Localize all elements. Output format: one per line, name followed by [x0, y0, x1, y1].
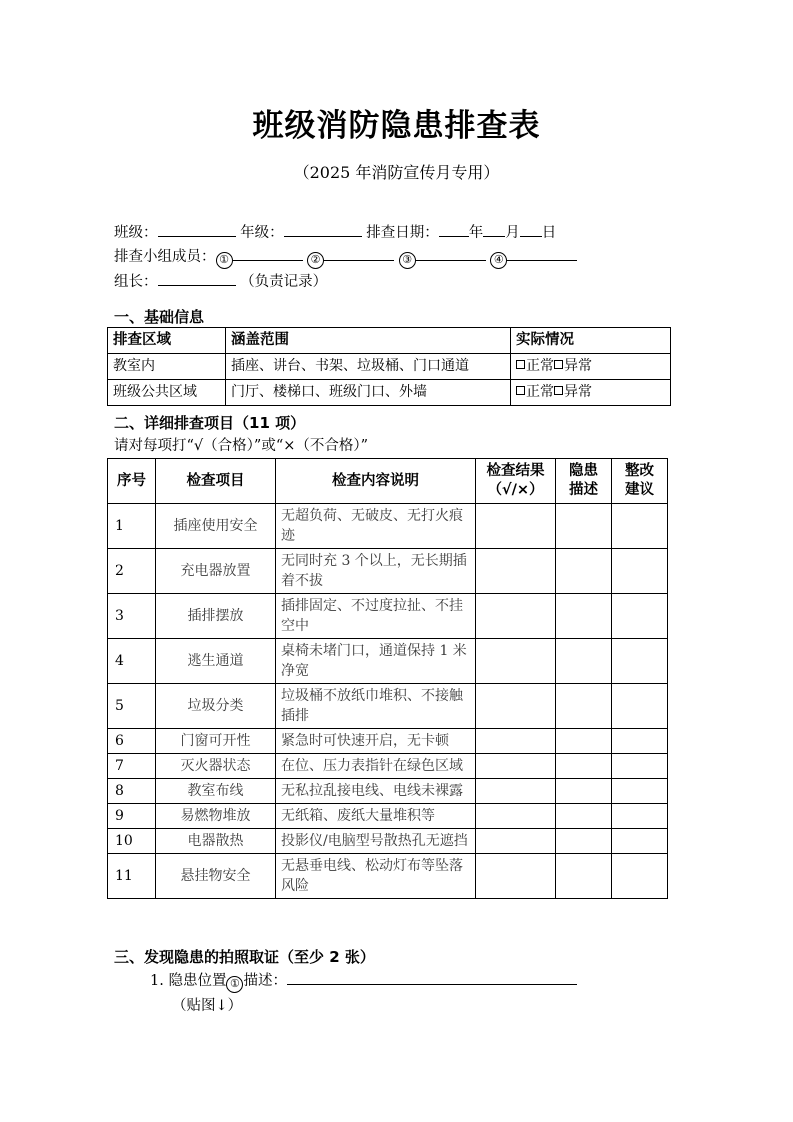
section3-heading: 三、发现隐患的拍照取证（至少 2 张）: [114, 948, 375, 966]
table-row: [108, 594, 668, 639]
grade-field[interactable]: [284, 236, 362, 237]
label-abnormal: 异常: [564, 358, 592, 374]
table-row: [108, 504, 668, 549]
cell-hazard[interactable]: [556, 684, 612, 729]
cell-fix[interactable]: [612, 729, 668, 754]
checkbox-abnormal[interactable]: [554, 386, 563, 395]
cell-result[interactable]: [476, 594, 556, 639]
table-row: [108, 354, 671, 380]
cell-result[interactable]: [476, 729, 556, 754]
cell-no: 2: [108, 549, 156, 594]
cell-no: 8: [108, 779, 156, 804]
section2-instruction: 请对每项打“√（合格）”或“×（不合格）”: [114, 438, 369, 454]
cell-hazard[interactable]: [556, 594, 612, 639]
meta-line-members: [114, 246, 714, 269]
cell-item: 门窗可开性: [156, 729, 276, 754]
cell-result[interactable]: [476, 549, 556, 594]
cell-item: 插座使用安全: [156, 504, 276, 549]
member-2-field[interactable]: [324, 260, 394, 261]
list-item-number: 1.: [150, 973, 164, 989]
cell-result[interactable]: [476, 779, 556, 804]
cell-hazard[interactable]: [556, 549, 612, 594]
date-month-unit: 月: [505, 225, 520, 241]
date-day-unit: 日: [541, 225, 557, 241]
header-form: [114, 222, 714, 295]
checkbox-normal[interactable]: [516, 360, 525, 369]
cell-result[interactable]: [476, 639, 556, 684]
table-row: [108, 829, 668, 854]
section1-heading: 一、基础信息: [114, 308, 205, 326]
col-header-hazard-line1: 隐患: [569, 463, 598, 479]
table-row: [108, 804, 668, 829]
basic-info-table: [107, 327, 671, 406]
member-3-field[interactable]: [416, 260, 486, 261]
hazard-desc-label: 描述：: [243, 973, 287, 989]
cell-hazard[interactable]: [556, 754, 612, 779]
cell-item: 插排摆放: [156, 594, 276, 639]
leader-label: 组长：: [114, 274, 158, 290]
cell-hazard[interactable]: [556, 639, 612, 684]
hazard-desc-field[interactable]: [287, 984, 577, 985]
leader-note: （负责记录）: [240, 274, 328, 290]
table-row: [108, 380, 671, 406]
members-label: 排查小组成员：: [114, 249, 216, 265]
cell-no: 7: [108, 754, 156, 779]
cell-fix[interactable]: [612, 684, 668, 729]
cell-item: 易燃物堆放: [156, 804, 276, 829]
page-subtitle: （2025 年消防宣传月专用）: [293, 163, 500, 182]
cell-no: 5: [108, 684, 156, 729]
inspection-items-body: [108, 504, 668, 899]
table-row: [108, 639, 668, 684]
cell-no: 11: [108, 854, 156, 899]
cell-hazard[interactable]: [556, 779, 612, 804]
cell-desc: 紧急时可快速开启，无卡顿: [276, 729, 476, 754]
col-header-result-line2: （√/×）: [487, 482, 544, 498]
cell-hazard[interactable]: [556, 804, 612, 829]
col-header-no: 序号: [108, 459, 156, 504]
checkbox-abnormal[interactable]: [554, 360, 563, 369]
member-4-marker: ④: [490, 252, 507, 269]
cell-fix[interactable]: [612, 854, 668, 899]
cell-desc: 无同时充 3 个以上，无长期插着不拔: [276, 549, 476, 594]
cell-desc: 在位、压力表指针在绿色区域: [276, 754, 476, 779]
date-year-field[interactable]: [439, 236, 469, 237]
label-abnormal: 异常: [564, 384, 592, 400]
cell-result[interactable]: [476, 854, 556, 899]
date-month-field[interactable]: [483, 236, 505, 237]
col-header-status: 实际情况: [511, 328, 671, 354]
cell-item: 垃圾分类: [156, 684, 276, 729]
cell-no: 10: [108, 829, 156, 854]
cell-item: 灭火器状态: [156, 754, 276, 779]
col-header-result-line1: 检查结果: [486, 463, 545, 479]
cell-fix[interactable]: [612, 639, 668, 684]
member-2-marker: ②: [307, 252, 324, 269]
cell-fix[interactable]: [612, 779, 668, 804]
date-year-unit: 年: [468, 225, 484, 241]
cell-item: 悬挂物安全: [156, 854, 276, 899]
member-1-marker: ①: [216, 252, 233, 269]
col-header-fix-line2: 建议: [625, 482, 654, 498]
cell-scope: 门厅、楼梯口、班级门口、外墙: [226, 380, 511, 406]
cell-no: 6: [108, 729, 156, 754]
leader-field[interactable]: [158, 285, 236, 286]
meta-line-class: [114, 222, 714, 244]
hazard-position-marker: ①: [226, 976, 243, 993]
meta-line-leader: [114, 271, 714, 293]
table-header-row: [108, 459, 668, 504]
cell-hazard[interactable]: [556, 729, 612, 754]
cell-result[interactable]: [476, 504, 556, 549]
col-header-fix-line1: 整改: [625, 463, 654, 479]
cell-desc: 无悬垂电线、松动灯布等坠落风险: [276, 854, 476, 899]
cell-desc: 桌椅未堵门口，通道保持 1 米净宽: [276, 639, 476, 684]
cell-result[interactable]: [476, 804, 556, 829]
class-field[interactable]: [158, 236, 236, 237]
page-title: 班级消防隐患排查表: [252, 108, 541, 144]
cell-desc: 投影仪/电脑型号散热孔无遮挡: [276, 829, 476, 854]
section2-heading: 二、详细排查项目（11 项）: [114, 414, 306, 432]
member-4-field[interactable]: [507, 260, 577, 261]
cell-status: [511, 354, 671, 380]
cell-no: 9: [108, 804, 156, 829]
member-3-marker: ③: [399, 252, 416, 269]
checkbox-normal[interactable]: [516, 386, 525, 395]
col-header-fix: [612, 459, 668, 504]
cell-fix[interactable]: [612, 549, 668, 594]
cell-desc: 无超负荷、无破皮、无打火痕迹: [276, 504, 476, 549]
col-header-hazard-line2: 描述: [569, 482, 598, 498]
table-row: [108, 729, 668, 754]
cell-desc: 无纸箱、废纸大量堆积等: [276, 804, 476, 829]
cell-item: 充电器放置: [156, 549, 276, 594]
table-row: [108, 549, 668, 594]
table-row: [108, 684, 668, 729]
grade-label: 年级：: [240, 225, 284, 241]
cell-hazard[interactable]: [556, 854, 612, 899]
cell-no: 4: [108, 639, 156, 684]
cell-area: 班级公共区域: [108, 380, 226, 406]
col-header-result: [476, 459, 556, 504]
cell-fix[interactable]: [612, 594, 668, 639]
cell-hazard[interactable]: [556, 504, 612, 549]
col-header-desc: 检查内容说明: [276, 459, 476, 504]
cell-fix[interactable]: [612, 504, 668, 549]
label-normal: 正常: [526, 358, 554, 374]
table-header-row: [108, 328, 671, 354]
cell-hazard[interactable]: [556, 829, 612, 854]
col-header-area: 排查区域: [108, 328, 226, 354]
cell-fix[interactable]: [612, 754, 668, 779]
label-normal: 正常: [526, 384, 554, 400]
date-day-field[interactable]: [520, 236, 542, 237]
inspection-items-table: [107, 458, 668, 899]
member-1-field[interactable]: [233, 260, 303, 261]
cell-fix[interactable]: [612, 829, 668, 854]
table-row: [108, 779, 668, 804]
col-header-scope: 涵盖范围: [226, 328, 511, 354]
paste-image-note: （贴图↓）: [172, 998, 243, 1014]
date-label: 排查日期：: [366, 225, 439, 241]
cell-result[interactable]: [476, 684, 556, 729]
col-header-item: 检查项目: [156, 459, 276, 504]
cell-item: 逃生通道: [156, 639, 276, 684]
cell-status: [511, 380, 671, 406]
cell-desc: 插排固定、不过度拉扯、不挂空中: [276, 594, 476, 639]
hazard-photo-item-1: [150, 969, 577, 993]
cell-result[interactable]: [476, 829, 556, 854]
table-row: [108, 754, 668, 779]
cell-result[interactable]: [476, 754, 556, 779]
cell-no: 1: [108, 504, 156, 549]
cell-area: 教室内: [108, 354, 226, 380]
cell-item: 电器散热: [156, 829, 276, 854]
col-header-hazard: [556, 459, 612, 504]
cell-fix[interactable]: [612, 804, 668, 829]
hazard-position-label: 隐患位置: [168, 973, 227, 989]
cell-item: 教室布线: [156, 779, 276, 804]
cell-no: 3: [108, 594, 156, 639]
class-label: 班级：: [114, 225, 158, 241]
cell-desc: 垃圾桶不放纸巾堆积、不接触插排: [276, 684, 476, 729]
cell-scope: 插座、讲台、书架、垃圾桶、门口通道: [226, 354, 511, 380]
cell-desc: 无私拉乱接电线、电线未裸露: [276, 779, 476, 804]
table-row: [108, 854, 668, 899]
